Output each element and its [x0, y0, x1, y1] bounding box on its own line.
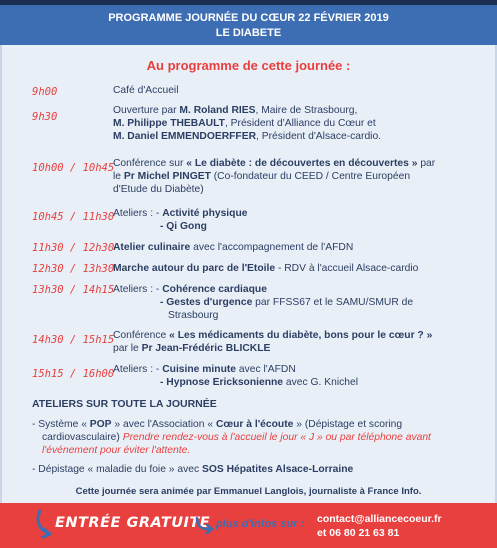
- header-banner: [0, 5, 497, 45]
- schedule-time: 11h30 / 12h30: [32, 242, 115, 254]
- desc-text: Conférence sur: [113, 158, 187, 169]
- speaker-name: Pr Michel PINGET: [123, 171, 211, 182]
- curved-arrow-icon: [34, 509, 56, 539]
- contact-email-link[interactable]: contact@alliancecoeur.fr: [317, 513, 442, 525]
- appointment-note: l'événement pour éviter l'attente.: [42, 445, 191, 456]
- atelier-text: » avec l'Association «: [111, 419, 216, 430]
- conference-title: « Le diabète : de découvertes en découvertes »: [186, 158, 418, 169]
- atelier-name: SOS Hépatites Alsace-Lorraine: [202, 464, 354, 475]
- atelier-text: - Système «: [32, 419, 90, 430]
- speaker-name: Pr Jean-Frédéric BLICKLE: [141, 343, 271, 354]
- atelier-name: POP: [89, 419, 112, 430]
- speaker-name: M. Roland RIES: [179, 105, 256, 116]
- desc-text: - RDV à l'accueil Alsace-cardio: [275, 263, 419, 274]
- workshop-name: - Qi Gong: [160, 221, 207, 232]
- desc-text: avec l'AFDN: [236, 364, 296, 375]
- curved-arrow-icon: [194, 515, 216, 535]
- footer-banner: [0, 503, 497, 548]
- workshop-name: Activité physique: [162, 208, 248, 219]
- desc-text: Ateliers : -: [113, 284, 163, 295]
- schedule-time: 14h30 / 15h15: [32, 334, 115, 346]
- desc-text: par: [417, 158, 436, 169]
- program-subtitle: Au programme de cette journée :: [146, 58, 351, 73]
- schedule-desc: [113, 84, 469, 97]
- schedule-time: 13h30 / 14h15: [32, 284, 115, 296]
- workshop-name: - Hypnose Ericksonienne: [160, 377, 284, 388]
- ateliers-list: [32, 418, 472, 457]
- desc-text: d'Etude du Diabète): [113, 184, 204, 195]
- schedule-desc: [113, 241, 469, 254]
- schedule-time: 9h30: [32, 111, 58, 123]
- desc-text: par FFSS67 et le SAMU/SMUR de: [252, 297, 414, 308]
- schedule-desc: [113, 157, 469, 196]
- desc-text: Café d'Accueil: [113, 85, 179, 96]
- ateliers-list: [32, 463, 472, 476]
- desc-text: Strasbourg: [168, 310, 219, 321]
- appointment-note: Prendre rendez-vous à l'accueil le jour « J » ou par téléphone avant: [122, 432, 431, 443]
- contact-phone: et 06 80 21 63 81: [317, 527, 400, 539]
- schedule-time: 15h15 / 16h00: [32, 368, 115, 380]
- schedule-desc: [113, 283, 469, 322]
- free-entry-label: ENTRÉE GRATUITE: [55, 515, 211, 531]
- schedule-time: 12h30 / 13h30: [32, 263, 115, 275]
- schedule-time: 10h00 / 10h45: [32, 162, 115, 174]
- desc-text: Ateliers : -: [113, 208, 163, 219]
- desc-text: avec l'accompagnement de l'AFDN: [190, 242, 354, 253]
- desc-text: le: [113, 171, 124, 182]
- speaker-name: M. Philippe THEBAULT: [113, 118, 225, 129]
- schedule-time: 9h00: [32, 86, 58, 98]
- contact-block: [317, 512, 442, 540]
- atelier-text: » (Dépistage et scoring: [293, 419, 403, 430]
- atelier-text: cardiovasculaire): [42, 432, 123, 443]
- desc-text: , Président d'Alsace-cardio.: [256, 131, 382, 142]
- header-topic: LE DIABETE: [215, 27, 282, 39]
- workshop-name: - Gestes d'urgence: [160, 297, 253, 308]
- desc-text: Conférence: [113, 330, 170, 341]
- workshop-name: Marche autour du parc de l'Etoile: [113, 263, 276, 274]
- schedule-desc: [113, 329, 469, 355]
- more-info-label: plus d'infos sur :: [216, 518, 305, 530]
- ateliers-section-title: ATELIERS SUR TOUTE LA JOURNÉE: [32, 398, 217, 410]
- schedule-desc: [113, 104, 469, 143]
- schedule-desc: [113, 363, 469, 389]
- schedule-desc: [113, 207, 469, 233]
- workshop-name: Atelier culinaire: [113, 242, 191, 253]
- desc-text: par le: [113, 343, 142, 354]
- schedule-desc: [113, 262, 469, 275]
- speaker-name: M. Daniel EMMENDOERFFER: [113, 131, 257, 142]
- desc-text: (Co-fondateur du CEED / Centre Européen: [210, 171, 411, 182]
- desc-text: , Maire de Strasbourg,: [255, 105, 358, 116]
- desc-text: Ateliers : -: [113, 364, 163, 375]
- desc-text: , Président d'Alliance du Cœur et: [224, 118, 376, 129]
- header-title: PROGRAMME JOURNÉE DU CŒUR 22 FÉVRIER 2019: [108, 12, 389, 24]
- desc-text: avec G. Knichel: [283, 377, 359, 388]
- workshop-name: Cuisine minute: [162, 364, 237, 375]
- workshop-name: Cohérence cardiaque: [162, 284, 267, 295]
- atelier-name: Cœur à l'écoute: [215, 419, 294, 430]
- desc-text: Ouverture par: [113, 105, 180, 116]
- conference-title: « Les médicaments du diabète, bons pour le cœur ? »: [169, 330, 433, 341]
- schedule-time: 10h45 / 11h30: [32, 211, 115, 223]
- atelier-text: - Dépistage « maladie du foie » avec: [32, 464, 202, 475]
- host-note: Cette journée sera animée par Emmanuel Langlois, journaliste à France Info.: [75, 486, 422, 497]
